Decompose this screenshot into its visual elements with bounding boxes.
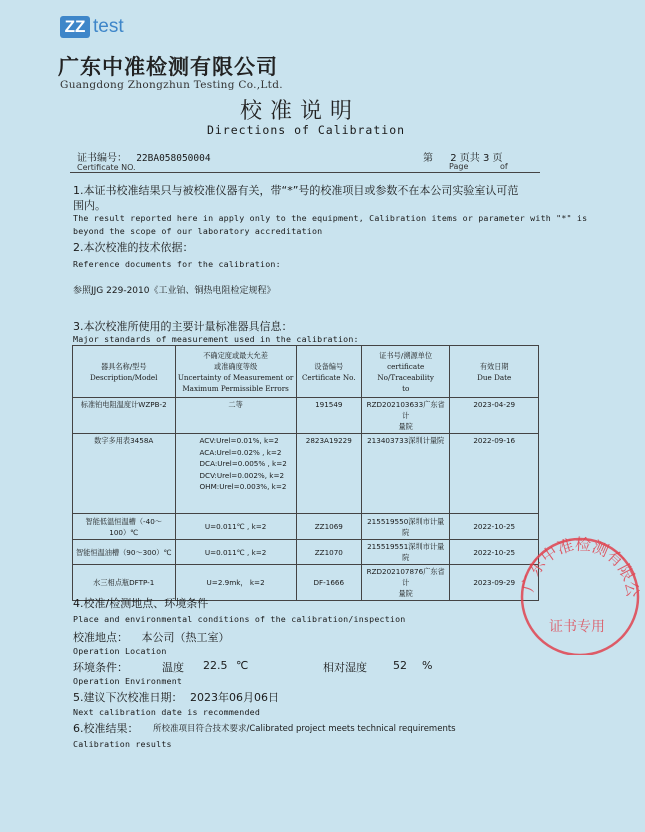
- cell-due: 2022-09-16: [450, 434, 539, 514]
- standards-table: [72, 345, 539, 601]
- cell-trace: 215519550深圳市计量 院: [361, 514, 450, 540]
- section3-heading-cn: 3.本次校准所使用的主要计量标准器具信息：: [73, 320, 293, 333]
- section2-reference: 参照JJG 229-2010《工业铂、铜热电阻检定规程》: [73, 286, 276, 296]
- cell-name: 水三相点瓶DFTP-1: [73, 565, 176, 601]
- cell-due: 2023-04-29: [450, 398, 539, 434]
- section5-row: [73, 689, 279, 705]
- logo-zz-mark: ZZ: [60, 16, 90, 38]
- header-divider: [70, 172, 540, 173]
- cell-cert-no: ZZ1069: [296, 514, 361, 540]
- header-due-date: 有效日期 Due Date: [450, 346, 539, 398]
- env-label: 环境条件：: [73, 661, 128, 674]
- cell-name: 标准铂电阻温度计WZPB-2: [73, 398, 176, 434]
- cell-due: 2022-10-25: [450, 540, 539, 565]
- section6-en: Calibration results: [73, 739, 172, 749]
- header-uncertainty: 不确定度或最大允差 或准确度等级 Uncertainty of Measurement or Maximum Permissible Errors: [175, 346, 296, 398]
- env-en: Operation Environment: [73, 676, 183, 686]
- cell-name: 数字多用表3458A: [73, 434, 176, 514]
- page-number: 2: [450, 153, 457, 164]
- certificate-label-cn: 证书编号：: [77, 153, 127, 164]
- temp-unit: ℃: [236, 659, 249, 672]
- table-row: [73, 434, 539, 514]
- cell-due: 2022-10-25: [450, 514, 539, 540]
- next-calibration-date: 2023年06月06日: [190, 691, 279, 704]
- cell-name: 智能低温恒温槽（-40～100）℃: [73, 514, 176, 540]
- humidity-value: 52: [393, 659, 407, 672]
- section1-cn-line2: 围内。: [73, 199, 106, 212]
- section4-heading-en: Place and environmental conditions of the calibration/inspection: [73, 614, 406, 624]
- company-name-en: Guangdong Zhongzhun Testing Co.,Ltd.: [60, 79, 283, 91]
- official-stamp: [515, 525, 645, 655]
- cell-uncertainty: U=0.011℃ , k=2: [175, 540, 296, 565]
- section5-en: Next calibration date is recommended: [73, 707, 261, 717]
- cell-cert-no: 2823A19229: [296, 434, 361, 514]
- company-name-cn: 广东中准检测有限公司: [58, 54, 278, 79]
- section6-heading-cn: 6.校准结果：: [73, 722, 139, 735]
- section3-heading-en: Major standards of measurement used in the calibration:: [73, 334, 359, 344]
- stamp-text: 广东中准检测有限公: [518, 534, 643, 599]
- section1-en-line1: The result reported here in apply only to the equipment, Calibration items or parameter with "*" is: [73, 213, 588, 223]
- humidity-label: 相对湿度: [323, 661, 367, 674]
- cell-uncertainty: U=0.011℃ , k=2: [175, 514, 296, 540]
- location-row: [73, 629, 230, 645]
- calibration-result: 所校准项目符合技术要求/Calibrated project meets technical requirements: [153, 724, 456, 734]
- page-total: 3: [482, 153, 490, 164]
- cell-cert-no: 191549: [296, 398, 361, 434]
- table-row: [73, 398, 539, 434]
- certificate-label: [77, 149, 211, 164]
- section2-heading-cn: 2.本次校准的技术依据：: [73, 241, 194, 254]
- header-cert-no: 设备编号 Certificate No.: [296, 346, 361, 398]
- page-suffix: 页: [492, 153, 503, 164]
- logo-test-text: test: [93, 16, 124, 37]
- certificate-number: 22BA058050004: [136, 153, 211, 164]
- humidity-unit: %: [422, 659, 433, 672]
- section1-en-line2: beyond the scope of our laboratory accreditation: [73, 226, 323, 236]
- temp-value: 22.5: [203, 659, 228, 672]
- of-en: of: [500, 162, 508, 171]
- header-traceability: 证书号/溯源单位 certificate No/Traceability to: [361, 346, 450, 398]
- cell-due: 2023-09-29: [450, 565, 539, 601]
- cell-trace: 213403733深圳计量院: [361, 434, 450, 514]
- header-name: 器具名称/型号 Description/Model: [73, 346, 176, 398]
- page-en: Page: [449, 162, 469, 171]
- temp-label: 温度: [162, 661, 184, 674]
- cell-trace: RZD202107876广东省计 量院: [361, 565, 450, 601]
- cell-cert-no: ZZ1070: [296, 540, 361, 565]
- cell-uncertainty: U=2.9mk， k=2: [175, 565, 296, 601]
- cell-trace: RZD202103633广东省计 量院: [361, 398, 450, 434]
- location-label: 校准地点：: [73, 631, 128, 644]
- cell-name: 智能恒温油槽（90～300）℃: [73, 540, 176, 565]
- page-prefix: 第: [423, 153, 433, 164]
- cell-uncertainty: 二等: [175, 398, 296, 434]
- page-title-cn: 校准说明: [239, 99, 360, 124]
- section1-cn-line1: 1.本证书校准结果只与被校准仪器有关，带“*”号的校准项目或参数不在本公司实验室认可范: [73, 184, 519, 197]
- page-mid: 页共: [459, 153, 480, 164]
- location-value: 本公司（热工室）: [141, 631, 230, 644]
- cell-uncertainty: ACV:Urel=0.01%, k=2 ACA:Urel=0.02% , k=2 DCA:Urel=0.005% , k=2 DCV:Urel=0.002%, k=2 OHM:Urel=0.003%, k=2: [175, 434, 296, 514]
- table-row: [73, 514, 539, 540]
- location-en: Operation Location: [73, 646, 167, 656]
- page-title-en: Directions of Calibration: [206, 123, 406, 137]
- section2-heading-en: Reference documents for the calibration:: [73, 259, 281, 269]
- company-logo: [60, 14, 134, 40]
- stamp-sub: 证书专用: [549, 619, 605, 635]
- table-header-row: [73, 346, 539, 398]
- cell-trace: 215519551深圳市计量 院: [361, 540, 450, 565]
- certificate-label-en: Certificate NO.: [77, 163, 136, 172]
- svg-text:广东中准检测有限公司: [515, 525, 643, 599]
- table-row: [73, 540, 539, 565]
- section5-heading-cn: 5.建议下次校准日期：: [73, 691, 183, 704]
- cell-cert-no: DF-1666: [296, 565, 361, 601]
- section4-heading-cn: 4.校准/检测地点、环境条件: [73, 597, 209, 610]
